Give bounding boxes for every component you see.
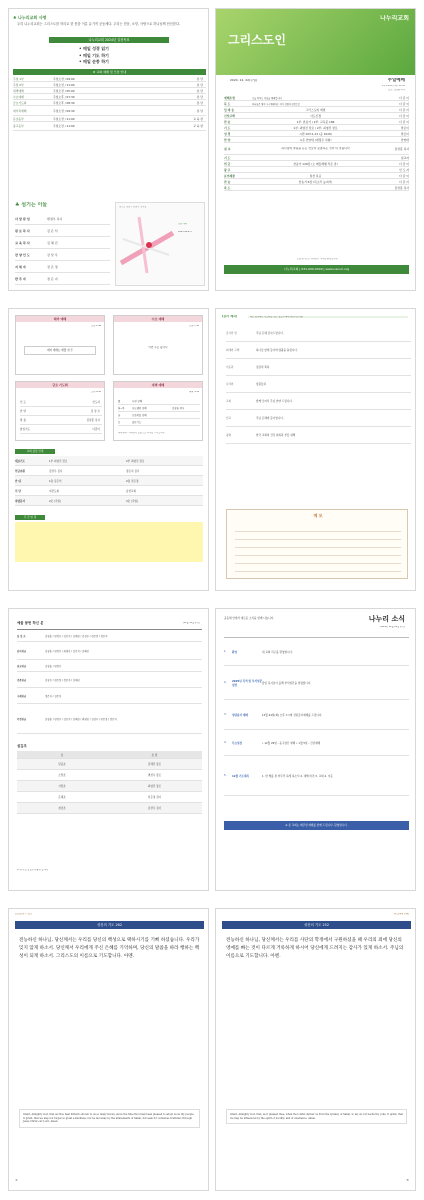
serve-row: 청년조 김상우 집사 [17, 803, 202, 814]
worship-title: ★ 교회 예배 및 모임 안내 [13, 69, 206, 75]
service-date: 2024. 12. 22(주일) [230, 79, 258, 82]
news-item: 4. 주요일정 • 12월 29일 - 송구영신 예배 • 1월 5일 - 신년예배 [224, 730, 409, 756]
news-footer: ※ 본 교회는 매주일 예배를 함께 드립니다. 환영합니다. [224, 821, 409, 830]
staff-row: 반 주 자 정 은 지 [15, 273, 110, 285]
dawn-worship-time: 새벽 5:30 [189, 391, 199, 393]
weekly-schedule-bar: 주 간 일 정 [15, 515, 45, 520]
staff-row: 교 육 목 사 김 혜 진 [15, 237, 110, 249]
thanks-item: 선교 주님 은혜에 감사합니다. [226, 410, 411, 427]
friday-row: 찬 양 김 상 우 [20, 407, 102, 416]
church-name: 나누리교회 [380, 15, 409, 22]
order-row: 광 고 인 도 자 [224, 167, 409, 172]
news-item: 2. 2025년 목적 및 부서일꾼 임명 담임 목사님이 올해 부서일꾼을 임명합니다. [224, 666, 409, 700]
map-address: 경기도 성남시 분당구 정자동 [119, 206, 147, 208]
theme-worship-box [15, 315, 105, 375]
offering-table [17, 629, 202, 734]
thanks-item: 평화 한국 교회의 건강 회복과 부흥 위해 [226, 427, 411, 444]
page-number: ⑤ [406, 1179, 409, 1182]
thanks-title: [감사 제목] [222, 315, 238, 318]
dawn-row: 월 시편 강해 [118, 398, 200, 405]
worship-row: 새가족예배 주일오전 / 09:30 본 당 [13, 106, 206, 116]
offering-period: (12월 15일 주간) [182, 622, 200, 624]
offering-row: 구제헌금 정은지 / 김은석 [17, 688, 202, 704]
order-row: 묵 도 하나님은 영이시니 예배하는 자가 신령과 진정으로 다 같 이 [224, 101, 409, 106]
worship-table [13, 76, 206, 131]
vision-text: 우리 나누리교회는 그리스도를 머리로 한 몸을 이룬 유기적 공동체다. 우리는 믿음, 소망, 사랑으로 하나님께 헌신한다. [17, 22, 180, 26]
order-row: 기 도 설교자 [224, 155, 409, 160]
service-assignment-title: 교회 섬김 안내 [15, 449, 55, 454]
worship-row: 주일 2부 주일오전 / 11:00 본 당 [13, 82, 206, 88]
serve-note: ※ 매 주일 섬김조에 맞춰 합니다. [17, 869, 49, 871]
memo-box [226, 509, 408, 579]
order-row: 헌 금 찬송가 120장 (오 베들레헴 작은 골) 다 같 이 [224, 161, 409, 166]
welcome-note: * 오늘 찾아오신 하나님의 자녀를 환영합니다. [294, 258, 339, 260]
service-leader: 인도: 김상훈 목사 [388, 89, 405, 91]
order-row: 설 교 하나님의 말씀을 듣는 것보다 순종하는 것이 더 낫습니다 김상훈 목사 [224, 143, 409, 155]
thanks-subtitle: 나는 감사하는 자스러운 모든 성도가 되게 하소서 (시편) [248, 316, 408, 319]
news-lead: 공동체 안에서 새로운 소식을 함께 나눕니다. [224, 617, 275, 620]
goal-item: • 매일 기도 하기 [79, 52, 109, 58]
offering-row: 건축헌금 김상우 / 전은정 / 정은지 / 김혜진 [17, 672, 202, 688]
friday-prayer-box [15, 381, 105, 441]
order-row: 예배초청 오늘 하루도 주님을 예배합니다 다 같 이 [224, 95, 409, 100]
assignment-row: 차량봉사 2조 (주일) 3조 (주일) [15, 496, 203, 506]
offering-row: 십 일 조 김상훈 / 변정우 / 김은석 / 김혜진 / 김상우 / 전은정 / 정은지 [17, 630, 202, 642]
news-item: 3. 성탄감사 예배 12월 24일(화) 오후 7시에 성탄감사예배를 드립니다. [224, 700, 409, 730]
wednesday-worship-box [113, 315, 203, 375]
map-icon [119, 215, 175, 275]
thanks-list [226, 325, 411, 444]
dawn-row: 토 중보기도 [118, 419, 200, 426]
friday-row: 합심기도 다같이 [20, 425, 102, 434]
page-2-left [8, 308, 209, 591]
order-row: 찬 송 1부: 찬송가 / 2부: 교독문 186 다 같 이 [224, 119, 409, 124]
news-period: (2024년 12월 22일 주간) [379, 626, 405, 628]
page-2-right [215, 308, 416, 591]
map-box [115, 202, 205, 286]
page-number: ④ [15, 1179, 18, 1182]
offering-row: 감사헌금 김상훈 / 변정우 / 최영진 / 김은석 / 김혜진 [17, 642, 202, 660]
order-row: 축 도 김상훈 목사 [224, 185, 409, 190]
prayer-title: 성찬의 기도 252 [222, 921, 411, 929]
theme-worship-title: 테마 예배 [16, 316, 104, 322]
worship-row: 금요기도회 주일오후 / 08:30 본 당 [13, 100, 206, 106]
friday-prayer-time: 오후 8:30 [91, 391, 101, 393]
dawn-worship-rows [118, 398, 200, 426]
worship-row: 주일 1부 주일오전 / 09:00 본 당 [13, 76, 206, 82]
prayer-section-label: [성교요약 / 기도] [15, 913, 32, 915]
staff-row: 사 랑 담 임 변정우 목사 [15, 213, 110, 225]
order-row: 표어제창 실천 목표 다 같 이 [224, 173, 409, 178]
assignment-row: 식 당 여전도회 남선교회 [15, 486, 203, 496]
prayer-section-label: [주일예배 은혜] [393, 913, 409, 915]
assignment-row: 안 내 1층 김은석 2층 전은정 [15, 476, 203, 486]
friday-prayer-title: 금요 기도회 [16, 382, 104, 388]
serve-row: 소망조 변정우 장로 [17, 770, 202, 781]
thanks-item: 이웃과 섬김의 축복 [226, 359, 411, 376]
account-label: 헌금 계좌 [178, 223, 188, 225]
thanks-item: 감사한 일 주님 은혜 감사드립니다. [226, 325, 411, 342]
thanks-item: 나라와 임원들과 [226, 376, 411, 393]
goal-title: 나누리교회 2024년 실천목표 [49, 37, 169, 43]
banner-title: 그리스도인 [228, 33, 286, 47]
order-of-worship [224, 95, 409, 191]
friday-row: 인 도 인도자 [20, 398, 102, 407]
friday-row: 말 씀 김상훈 목사 [20, 416, 102, 425]
news-item: 5. 12월 기도제목 1. 한 해를 잘 마무리 하게 하소서 2. 새해 비전 3. 교회 4. 이웃 [224, 756, 409, 796]
prayer-korean: 전능하신 하나님, 당신께서는 우리를 당신의 백성으로 택하시기를 기뻐 하셨습니다. 우리가 잊지 않게 하소서. 당신께서 우리에게 주신 은혜를 기억하며, 당신의 말씀을 따라 행하는 백성이 되게 하소서. 그리스도의 이름으로 기도합니다. 아멘. [19, 938, 200, 960]
account-number: 100-311-877 [178, 231, 193, 233]
memo-title: 메 모 [313, 513, 323, 518]
offering-title: 예물 봉헌 하신 분 [17, 621, 44, 625]
theme-worship-time: 오후 1:40 [91, 325, 101, 327]
page-4-left [8, 908, 209, 1191]
service-assignment-table [15, 456, 203, 506]
dawn-row: 금 요한복음 강해 [118, 412, 200, 419]
thanks-item: 회개와 고백 하나님 앞에 감사와 영광을 돌립니다. [226, 342, 411, 359]
offering-row: 주정헌금 김상훈 / 변정우 / 김은석 / 김혜진 / 최영진 / 김상우 / 전은정 / 정은지 [17, 704, 202, 734]
thanks-item: 교회 함께 모여서 주님 찬양 드립니다. [226, 393, 411, 410]
prayer-english: Grant, Almighty God, that as thou hast hitherto shown to us so many favors, since the time thou hast been pleased to adopt us as thy people, O grant, that we may not forget so great a kindness, nor be led away by the allurements of Satan, but seek for ourselves brethren; through Jesus Christ our Lord. Amen. [19, 1109, 200, 1128]
serve-group-title: 섬김조 [17, 744, 27, 748]
leaf-icon: ♣ [15, 202, 20, 208]
order-row: 입 례 송 그리스도의 계절 다 같 이 [224, 107, 409, 112]
wednesday-worship-text: 이번 주는 쉽니다 [148, 346, 168, 349]
staff-row: 찬 양 인 도 김 상 우 [15, 249, 110, 261]
order-row: 신앙고백 사도신경 다 같 이 [224, 113, 409, 118]
serve-row: 사랑조 최영진 장로 [17, 781, 202, 792]
page-1-left [8, 8, 209, 291]
worship-row: 새벽예배 주일오전 / 05:00 본 당 [13, 88, 206, 94]
staff-row: 지 휘 자 전 은 정 [15, 261, 110, 273]
worship-row: 중고등부 주일오전 / 11:00 교 육 관 [13, 122, 206, 131]
church-contact: 나누리교회 | 031-000-0000 | www.nanuri.org [224, 265, 409, 274]
page-3-right [215, 608, 416, 891]
page-3-left [8, 608, 209, 891]
order-row: 찬 송 찬송가 6장 (목소리 높여서) 다 같 이 [224, 179, 409, 184]
assignment-row: 헌금위원 김상우 집사 정은지 집사 [15, 466, 203, 476]
news-item: 1. 환영 새 교회 식구를 환영합니다. [224, 638, 409, 666]
worship-row: 수요예배 주일오후 / 07:30 본 당 [13, 94, 206, 100]
vision-title: ♣ 나누리교회 사명 [13, 15, 47, 20]
order-row: 기 도 1부: 최영진 장로 / 2부: 최영진 장로 맡은이 [224, 125, 409, 130]
page-1-right [215, 8, 416, 291]
worship-row: 유초등부 주일오전 / 11:00 교 육 관 [13, 116, 206, 122]
staff-title: ♣ 섬기는 이들 [15, 202, 48, 208]
dawn-note: 새벽예배 : 하나님의 말씀으로 하루를 시작합니다 [118, 432, 165, 434]
serve-header: 조 조 장 [17, 751, 202, 759]
prayer-korean: 전능하신 하나님, 당신께서는 우리를 사단의 학정에서 구원하셨을 때 우리의 죄에 당신의 영예를 빠는 것이 다르게 거룩하게 하시어 당신에게 드려지는 감사가 있게 하소서. 주님의 이름으로 기도합니다. 아멘. [226, 938, 404, 960]
wednesday-worship-title: 수요 예배 [114, 316, 202, 322]
goals-list [79, 46, 169, 66]
goal-item: • 매일 성경 읽기 [79, 46, 109, 51]
offering-row: 선교헌금 김상훈 / 변정우 [17, 660, 202, 672]
cover-banner [216, 9, 416, 75]
serve-group-table [17, 751, 202, 814]
dawn-worship-title: 새벽 예배 [114, 382, 202, 388]
weekly-schedule-box [15, 522, 203, 562]
prayer-english: Grant, Almighty God, that, as it pleased thee, when thou didst deliver us from the tyranny of Satan, to lay on our necks thy yoke: O grant, that we may be influenced by the spirit of docility, and of obedience. Amen. [226, 1109, 407, 1124]
theme-worship-text: 테마 예배는 매월 첫 주 [24, 346, 96, 355]
service-name: 주일예배 [387, 78, 405, 83]
dawn-row: 화~목 사도행전 강해 김상훈 목사 [118, 405, 200, 412]
prayer-title: 성찬의 기도 262 [15, 921, 204, 929]
staff-row: 원 로 목 사 김 은 석 [15, 225, 110, 237]
dawn-worship-box [113, 381, 203, 441]
assignment-row: 대표기도 1부 최영진 장로 2부 최영진 장로 [15, 456, 203, 466]
order-row: 성 경 시편 103:1-13 (공 1029) 맡은이 [224, 131, 409, 136]
serve-row: 은혜조 전은정 권사 [17, 792, 202, 803]
friday-prayer-rows [20, 398, 102, 434]
news-title: 나누리 소식 [368, 615, 405, 623]
service-times: 1부 09:00 / 2부 11:00 [381, 85, 405, 87]
page-4-right [215, 908, 416, 1191]
staff-list [15, 213, 110, 285]
goal-item: • 매일 순종 하기 [79, 59, 109, 64]
serve-row: 믿음조 김혜진 장로 [17, 759, 202, 770]
order-row: 찬 양 시온 찬양대 (변정우 지휘) 찬양대 [224, 137, 409, 142]
memo-lines [235, 524, 401, 574]
wednesday-worship-time: 오후 7:30 [189, 325, 199, 327]
news-list [224, 637, 409, 796]
